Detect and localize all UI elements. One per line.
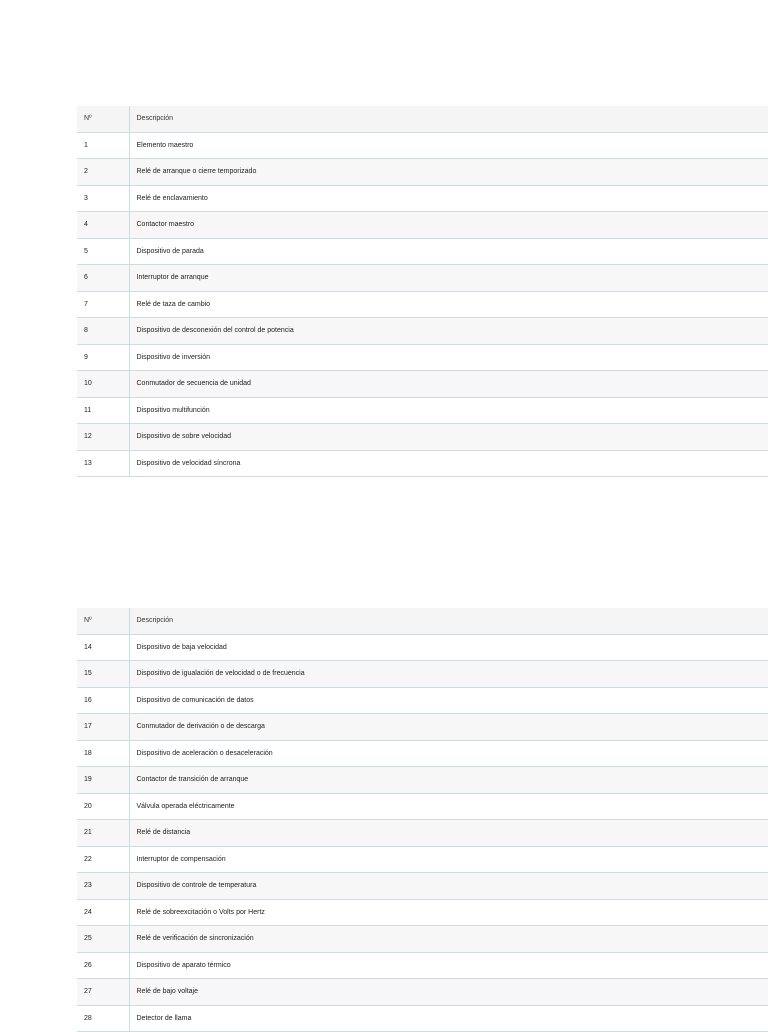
column-header-description: Descripción xyxy=(129,106,768,132)
table-row xyxy=(77,793,768,820)
device-description-cell: Dispositivo de aparato térmico xyxy=(129,952,768,979)
device-number-cell: 4 xyxy=(77,212,129,239)
table-row xyxy=(77,238,768,265)
device-number-cell: 19 xyxy=(77,767,129,794)
table-row xyxy=(77,397,768,424)
table-row xyxy=(77,979,768,1006)
table-row xyxy=(77,159,768,186)
device-number-cell: 15 xyxy=(77,661,129,688)
table-row xyxy=(77,661,768,688)
device-number-cell: 11 xyxy=(77,397,129,424)
device-description-cell: Dispositivo de inversión xyxy=(129,344,768,371)
device-number-cell: 16 xyxy=(77,687,129,714)
device-description-cell: Relé de arranque o cierre temporizado xyxy=(129,159,768,186)
device-description-cell: Relé de sobreexcitación o Volts por Hertz xyxy=(129,899,768,926)
device-description-cell: Relé de bajo voltaje xyxy=(129,979,768,1006)
device-number-cell: 2 xyxy=(77,159,129,186)
device-description-cell: Dispositivo de comunicación de datos xyxy=(129,687,768,714)
device-number-cell: 18 xyxy=(77,740,129,767)
table-row xyxy=(77,265,768,292)
device-number-cell: 9 xyxy=(77,344,129,371)
table-row xyxy=(77,371,768,398)
device-description-cell: Dispositivo multifunción xyxy=(129,397,768,424)
table-row xyxy=(77,899,768,926)
column-header-number: Nº xyxy=(77,608,129,634)
table-row xyxy=(77,846,768,873)
device-description-cell: Interruptor de arranque xyxy=(129,265,768,292)
table-row xyxy=(77,873,768,900)
device-number-cell: 8 xyxy=(77,318,129,345)
device-description-cell: Dispositivo de igualación de velocidad o de frecuencia xyxy=(129,661,768,688)
device-number-cell: 17 xyxy=(77,714,129,741)
device-description-cell: Dispositivo de baja velocidad xyxy=(129,634,768,661)
device-number-cell: 28 xyxy=(77,1005,129,1032)
device-number-cell: 21 xyxy=(77,820,129,847)
device-number-cell: 7 xyxy=(77,291,129,318)
table-row xyxy=(77,687,768,714)
device-description-cell: Relé de enclavamiento xyxy=(129,185,768,212)
device-description-cell: Contactor maestro xyxy=(129,212,768,239)
device-number-cell: 27 xyxy=(77,979,129,1006)
table-row xyxy=(77,1005,768,1032)
device-number-cell: 1 xyxy=(77,132,129,159)
device-description-cell: Contactor de transición de arranque xyxy=(129,767,768,794)
device-number-cell: 6 xyxy=(77,265,129,292)
table-row xyxy=(77,212,768,239)
device-description-cell: Dispositivo de aceleración o desaceleración xyxy=(129,740,768,767)
table-header-row xyxy=(77,608,768,634)
table-row xyxy=(77,767,768,794)
device-description-cell: Dispositivo de sobre velocidad xyxy=(129,424,768,451)
device-description-cell: Relé de distancia xyxy=(129,820,768,847)
table-header-row xyxy=(77,106,768,132)
device-description-cell: Elemento maestro xyxy=(129,132,768,159)
device-description-cell: Relé de taza de cambio xyxy=(129,291,768,318)
table-row xyxy=(77,952,768,979)
column-header-number: Nº xyxy=(77,106,129,132)
device-description-cell: Dispositivo de desconexión del control de potencia xyxy=(129,318,768,345)
device-description-cell: Dispositivo de controle de temperatura xyxy=(129,873,768,900)
table-row xyxy=(77,634,768,661)
device-table-1 xyxy=(77,106,768,477)
table-row xyxy=(77,820,768,847)
device-number-cell: 23 xyxy=(77,873,129,900)
device-number-cell: 22 xyxy=(77,846,129,873)
device-description-cell: Dispositivo de parada xyxy=(129,238,768,265)
device-description-cell: Relé de verificación de sincronización xyxy=(129,926,768,953)
device-number-cell: 3 xyxy=(77,185,129,212)
table-row xyxy=(77,450,768,477)
device-number-cell: 24 xyxy=(77,899,129,926)
table-row xyxy=(77,318,768,345)
device-number-cell: 10 xyxy=(77,371,129,398)
table-row xyxy=(77,344,768,371)
device-number-cell: 5 xyxy=(77,238,129,265)
table-row xyxy=(77,185,768,212)
device-number-cell: 20 xyxy=(77,793,129,820)
device-number-cell: 14 xyxy=(77,634,129,661)
column-header-description: Descripción xyxy=(129,608,768,634)
device-number-cell: 26 xyxy=(77,952,129,979)
device-number-cell: 13 xyxy=(77,450,129,477)
device-description-cell: Conmutador de secuencia de unidad xyxy=(129,371,768,398)
table-row xyxy=(77,291,768,318)
table-row xyxy=(77,740,768,767)
table-row xyxy=(77,132,768,159)
device-number-cell: 25 xyxy=(77,926,129,953)
device-description-cell: Dispositivo de velocidad síncrona xyxy=(129,450,768,477)
device-description-cell: Válvula operada eléctricamente xyxy=(129,793,768,820)
device-number-cell: 12 xyxy=(77,424,129,451)
device-description-cell: Conmutador de derivación o de descarga xyxy=(129,714,768,741)
device-description-cell: Detector de llama xyxy=(129,1005,768,1032)
table-row xyxy=(77,714,768,741)
device-description-cell: Interruptor de compensación xyxy=(129,846,768,873)
table-row xyxy=(77,926,768,953)
device-table-2 xyxy=(77,608,768,1032)
table-row xyxy=(77,424,768,451)
